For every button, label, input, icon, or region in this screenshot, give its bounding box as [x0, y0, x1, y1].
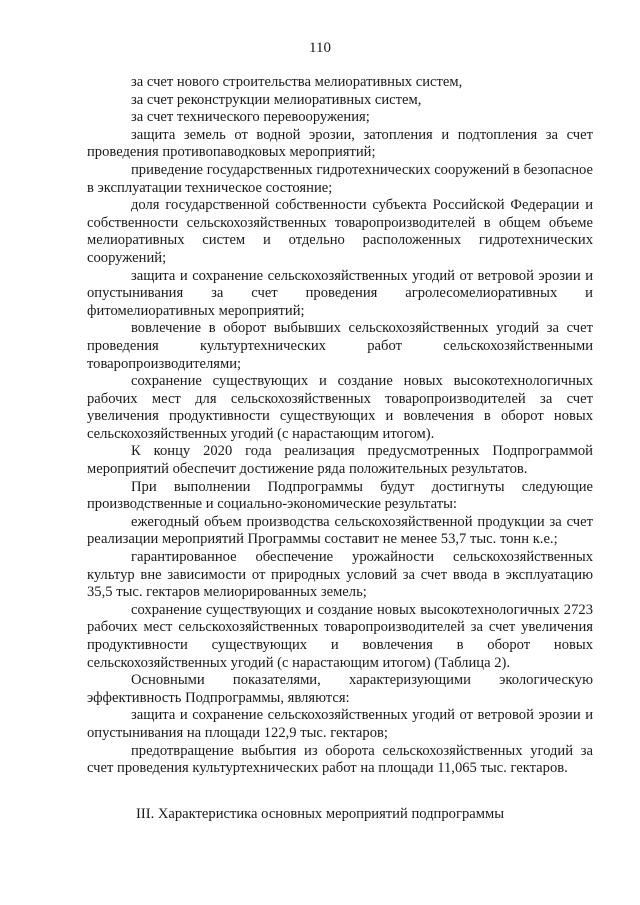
paragraph-land-retirement-prevention: предотвращение выбытия из оборота сельскохозяйственных угодий за счет проведения культуртехнических работ на площади 11,065 тыс. гектаров.	[87, 742, 593, 777]
paragraph-land-involvement: вовлечение в оборот выбывших сельскохозяйственных угодий за счет проведения культуртехнических работ сельскохозяйственными товаропроизводителями;	[87, 320, 593, 372]
paragraph-ecological-indicators: Основными показателями, характеризующими экологическую эффективность Подпрограммы, являются:	[87, 672, 593, 706]
body-text	[87, 74, 593, 778]
paragraph-new-construction: за счет нового строительства мелиоративных систем,	[131, 74, 463, 90]
paragraph-technical-reequipment: за счет технического перевооружения;	[131, 109, 370, 126]
paragraph-wind-erosion-area: защита и сохранение сельскохозяйственных угодий от ветровой эрозии и опустынивания на площади 122,9 тыс. гектаров;	[87, 707, 593, 741]
paragraph-results-intro: При выполнении Подпрограммы будут достигнуты следующие производственные и социально-экономические результаты:	[87, 478, 593, 513]
paragraph-guaranteed-yield: гарантированное обеспечение урожайности сельскохозяйственных культур вне зависимости от природных условий за счет ввода в эксплуатацию 35,5 тыс. гектаров мелиорированных земель;	[87, 549, 593, 601]
paragraph-hydro-structures-safety: приведение государственных гидротехнических сооружений в безопасное в эксплуатации техническое состояние;	[87, 161, 593, 196]
paragraph-jobs-2723: сохранение существующих и создание новых высокотехнологичных 2723 рабочих мест сельскохозяйственных товаропроизводителей за счет увеличения продуктивности существующих и вовлечения в оборот новых сельскохозяйственных угодий (с нарастающим итогом) (Таблица 2).	[87, 601, 593, 671]
paragraph-wind-erosion-protection: защита и сохранение сельскохозяйственных угодий от ветровой эрозии и опустынивания за счет проведения агролесомелиоративных и фитомелиоративных мероприятий;	[87, 267, 593, 319]
paragraph-annual-production: ежегодный объем производства сельскохозяйственной продукции за счет реализации мероприятий Программы составит не менее 53,7 тыс. тонн к.е.;	[87, 513, 593, 548]
section-heading: III. Характеристика основных мероприятий подпрограммы	[135, 806, 504, 822]
page-number: 110	[309, 40, 331, 56]
paragraph-results-2020: К концу 2020 года реализация предусмотренных Подпрограммой мероприятий обеспечит достижение ряда положительных результатов.	[87, 443, 593, 478]
paragraph-reconstruction: за счет реконструкции мелиоративных систем,	[131, 91, 422, 108]
paragraph-ownership-share: доля государственной собственности субъекта Российской Федерации и собственности сельскохозяйственных товаропроизводителей в общем объеме мелиоративных систем и отдельно расположенных гидротехнических сооружений;	[87, 197, 593, 266]
paragraph-water-erosion-protection: защита земель от водной эрозии, затопления и подтопления за счет проведения противопаводковых мероприятий;	[87, 126, 593, 161]
paragraph-jobs-preservation: сохранение существующих и создание новых высокотехнологичных рабочих мест для сельскохозяйственных товаропроизводителей за счет увеличения продуктивности существующих и вовлечения в оборот новых сельскохозяйственных угодий (с нарастающим итогом).	[87, 373, 593, 442]
